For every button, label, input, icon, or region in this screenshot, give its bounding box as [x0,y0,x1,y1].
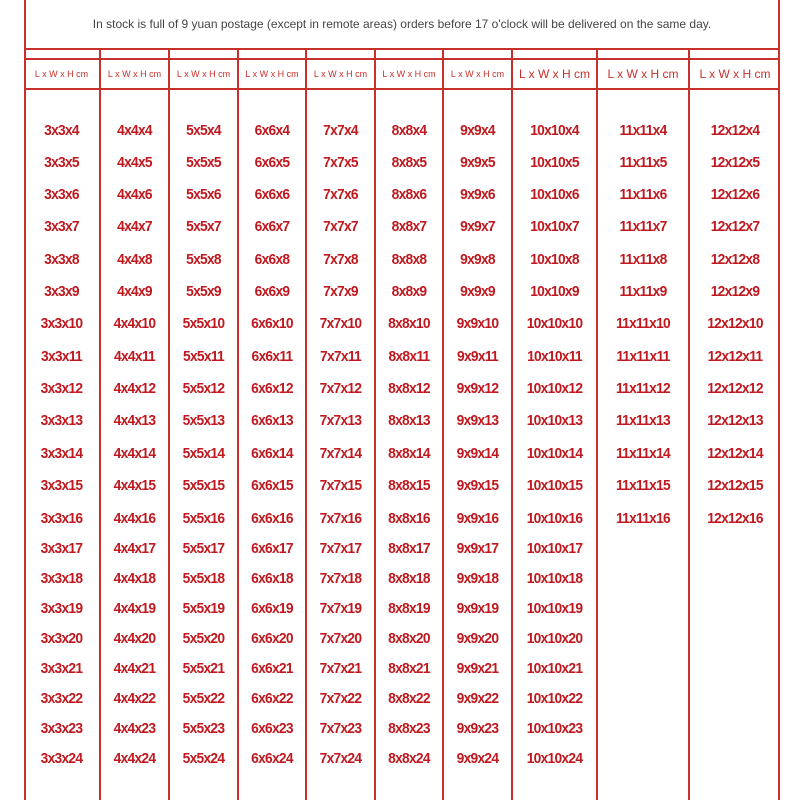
size-cell: 11x11x15 [616,476,670,494]
column-header: L x W x H cm [239,58,305,90]
size-cell: 8x8x12 [388,379,430,397]
size-cell: 6x6x11 [251,347,293,365]
size-cell: 3x3x12 [40,379,83,397]
size-column [170,50,239,800]
size-cell: 8x8x21 [388,659,430,677]
size-cell: 8x8x11 [388,347,430,365]
size-cell: 11x11x8 [619,250,667,268]
size-cell: 4x4x13 [113,411,156,429]
size-cell: 9x9x6 [460,185,495,203]
size-cell: 10x10x24 [526,749,583,767]
size-cell: 12x12x10 [707,314,763,332]
size-cell: 9x9x7 [460,217,495,235]
size-column [444,50,513,800]
size-cell: 6x6x23 [251,719,293,737]
column-header: L x W x H cm [307,58,374,90]
size-cell: 9x9x23 [456,719,499,737]
size-cell: 5x5x18 [182,569,225,587]
size-cell: 3x3x6 [44,185,79,203]
size-cell: 10x10x9 [530,282,579,300]
size-cell: 6x6x14 [251,444,293,462]
size-column [513,50,598,800]
size-cell: 3x3x23 [40,719,83,737]
size-cell: 5x5x16 [182,509,225,527]
size-cell: 3x3x18 [40,569,83,587]
size-cell: 4x4x21 [113,659,156,677]
size-cell: 6x6x4 [254,121,290,139]
size-column [598,50,690,800]
column-header: L x W x H cm [444,58,511,90]
size-cell: 11x11x9 [619,282,667,300]
size-cell: 10x10x5 [530,153,579,171]
size-cell: 8x8x13 [388,411,430,429]
size-column [24,50,101,800]
column-header: L x W x H cm [690,58,780,90]
size-cell: 6x6x13 [251,411,293,429]
size-cell: 7x7x19 [319,599,362,617]
size-cell: 10x10x21 [526,659,583,677]
size-cell: 7x7x20 [319,629,362,647]
size-cell: 5x5x11 [183,347,224,365]
size-cell: 6x6x21 [251,659,293,677]
size-cell: 10x10x14 [526,444,583,462]
size-cell: 7x7x9 [323,282,358,300]
size-cell: 12x12x9 [710,282,760,300]
size-cell: 6x6x6 [254,185,290,203]
size-cell: 5x5x8 [186,250,221,268]
size-cell: 3x3x22 [40,689,83,707]
size-cell: 9x9x11 [457,347,498,365]
column-header: L x W x H cm [101,58,168,90]
size-cell: 8x8x16 [388,509,430,527]
size-cell: 11x11x5 [619,153,667,171]
size-cell: 5x5x23 [182,719,225,737]
size-cell: 9x9x5 [460,153,495,171]
shipping-notice: In stock is full of 9 yuan postage (except in remote areas) orders before 17 o'clock will be delivered on the same day. [24,0,780,50]
size-cell: 6x6x12 [251,379,293,397]
size-cell: 12x12x5 [710,153,760,171]
size-column [376,50,444,800]
size-cell: 9x9x8 [460,250,495,268]
size-cell: 12x12x13 [707,411,763,429]
size-cell: 5x5x14 [182,444,225,462]
size-cell: 5x5x4 [186,121,221,139]
size-cell: 10x10x22 [526,689,583,707]
size-cell: 5x5x5 [186,153,221,171]
size-cell: 5x5x15 [182,476,225,494]
size-cell: 12x12x15 [707,476,763,494]
size-cell: 5x5x22 [182,689,225,707]
size-cell: 9x9x17 [456,539,499,557]
size-cell: 4x4x11 [114,347,155,365]
size-cell: 10x10x17 [526,539,583,557]
size-cell: 8x8x24 [388,749,430,767]
size-cell: 9x9x21 [456,659,499,677]
size-cell: 4x4x10 [113,314,156,332]
size-cell: 5x5x12 [182,379,225,397]
size-cell: 5x5x9 [186,282,221,300]
size-cell: 4x4x4 [117,121,152,139]
size-cell: 4x4x7 [117,217,152,235]
size-cell: 8x8x10 [388,314,430,332]
size-column [690,50,780,800]
size-cell: 8x8x17 [388,539,430,557]
column-header: L x W x H cm [376,58,442,90]
size-cell: 9x9x16 [456,509,499,527]
size-cell: 3x3x5 [44,153,79,171]
size-cell: 3x3x8 [44,250,79,268]
size-cell: 6x6x7 [254,217,290,235]
size-cell: 3x3x11 [41,347,82,365]
size-cell: 9x9x15 [456,476,499,494]
size-cell: 9x9x18 [456,569,499,587]
size-cell: 8x8x8 [391,250,427,268]
size-cell: 7x7x22 [319,689,362,707]
size-cell: 12x12x4 [710,121,760,139]
size-cell: 6x6x19 [251,599,293,617]
column-header: L x W x H cm [598,58,688,90]
size-cell: 7x7x16 [319,509,362,527]
size-cell: 3x3x10 [40,314,83,332]
size-column [307,50,376,800]
size-cell: 3x3x20 [40,629,83,647]
size-cell: 4x4x8 [117,250,152,268]
size-column [101,50,170,800]
size-cell: 9x9x12 [456,379,499,397]
size-cell: 5x5x19 [182,599,225,617]
size-cell: 9x9x14 [456,444,499,462]
size-cell: 12x12x12 [707,379,763,397]
size-cell: 5x5x6 [186,185,221,203]
size-cell: 11x11x16 [616,509,670,527]
size-cell: 7x7x24 [319,749,362,767]
size-cell: 10x10x18 [526,569,583,587]
size-cell: 10x10x15 [526,476,583,494]
size-cell: 10x10x20 [526,629,583,647]
size-cell: 3x3x9 [44,282,79,300]
size-cell: 4x4x19 [113,599,156,617]
size-cell: 4x4x5 [117,153,152,171]
size-cell: 7x7x6 [323,185,358,203]
size-cell: 8x8x22 [388,689,430,707]
size-cell: 10x10x16 [526,509,583,527]
column-header: L x W x H cm [170,58,237,90]
size-cell: 8x8x9 [391,282,427,300]
size-cell: 9x9x13 [456,411,499,429]
size-cell: 8x8x18 [388,569,430,587]
size-cell: 11x11x11 [616,347,670,365]
size-cell: 3x3x16 [40,509,83,527]
size-cell: 7x7x12 [319,379,362,397]
size-cell: 7x7x15 [319,476,362,494]
size-cell: 3x3x13 [40,411,83,429]
size-cell: 5x5x13 [182,411,225,429]
size-cell: 4x4x12 [113,379,156,397]
size-cell: 10x10x19 [526,599,583,617]
size-cell: 5x5x24 [182,749,225,767]
size-cell: 11x11x12 [616,379,670,397]
size-cell: 7x7x21 [319,659,362,677]
size-cell: 8x8x15 [388,476,430,494]
size-cell: 11x11x14 [616,444,670,462]
size-cell: 10x10x13 [526,411,583,429]
size-cell: 9x9x20 [456,629,499,647]
size-cell: 11x11x6 [619,185,667,203]
size-cell: 4x4x17 [113,539,156,557]
size-cell: 7x7x17 [319,539,362,557]
size-cell: 7x7x11 [320,347,361,365]
size-cell: 3x3x4 [44,121,79,139]
size-cell: 3x3x15 [40,476,83,494]
size-column [239,50,307,800]
size-cell: 7x7x23 [319,719,362,737]
size-cell: 9x9x19 [456,599,499,617]
size-cell: 4x4x14 [113,444,156,462]
size-cell: 10x10x7 [530,217,579,235]
size-cell: 5x5x10 [182,314,225,332]
size-cell: 6x6x24 [251,749,293,767]
size-cell: 10x10x12 [526,379,583,397]
size-cell: 9x9x24 [456,749,499,767]
size-cell: 7x7x7 [323,217,358,235]
size-cell: 12x12x11 [707,347,763,365]
size-cell: 7x7x10 [319,314,362,332]
size-cell: 6x6x8 [254,250,290,268]
size-cell: 4x4x23 [113,719,156,737]
size-cell: 7x7x5 [323,153,358,171]
size-cell: 6x6x5 [254,153,290,171]
size-cell: 6x6x22 [251,689,293,707]
size-cell: 12x12x14 [707,444,763,462]
size-cell: 4x4x16 [113,509,156,527]
size-cell: 5x5x17 [182,539,225,557]
size-cell: 4x4x22 [113,689,156,707]
size-cell: 10x10x11 [527,347,582,365]
size-cell: 3x3x7 [44,217,79,235]
size-cell: 6x6x16 [251,509,293,527]
size-cell: 9x9x9 [460,282,495,300]
size-cell: 12x12x6 [710,185,760,203]
size-cell: 9x9x4 [460,121,495,139]
size-cell: 8x8x5 [391,153,427,171]
size-cell: 6x6x20 [251,629,293,647]
size-cell: 8x8x6 [391,185,427,203]
size-cell: 4x4x18 [113,569,156,587]
size-cell: 11x11x13 [616,411,670,429]
size-cell: 9x9x10 [456,314,499,332]
size-cell: 8x8x19 [388,599,430,617]
size-cell: 7x7x18 [319,569,362,587]
size-cell: 10x10x8 [530,250,579,268]
column-header: L x W x H cm [513,58,596,90]
size-cell: 3x3x21 [40,659,83,677]
size-cell: 10x10x4 [530,121,579,139]
size-cell: 3x3x14 [40,444,83,462]
size-cell: 5x5x7 [186,217,221,235]
size-cell: 12x12x8 [710,250,760,268]
size-cell: 3x3x24 [40,749,83,767]
size-cell: 3x3x17 [40,539,83,557]
size-cell: 10x10x10 [526,314,583,332]
size-cell: 4x4x20 [113,629,156,647]
size-cell: 11x11x7 [619,217,667,235]
size-cell: 8x8x20 [388,629,430,647]
size-cell: 7x7x8 [323,250,358,268]
size-cell: 4x4x15 [113,476,156,494]
size-cell: 4x4x24 [113,749,156,767]
size-cell: 4x4x6 [117,185,152,203]
size-cell: 8x8x7 [391,217,427,235]
size-cell: 3x3x19 [40,599,83,617]
size-cell: 7x7x4 [323,121,358,139]
size-cell: 6x6x15 [251,476,293,494]
size-cell: 10x10x23 [526,719,583,737]
size-cell: 7x7x13 [319,411,362,429]
size-cell: 7x7x14 [319,444,362,462]
size-cell: 12x12x7 [710,217,760,235]
size-cell: 6x6x10 [251,314,293,332]
size-cell: 8x8x23 [388,719,430,737]
size-cell: 10x10x6 [530,185,579,203]
size-cell: 6x6x17 [251,539,293,557]
size-cell: 8x8x14 [388,444,430,462]
size-cell: 11x11x10 [616,314,670,332]
size-cell: 8x8x4 [391,121,427,139]
size-cell: 5x5x21 [182,659,225,677]
size-cell: 11x11x4 [619,121,667,139]
size-cell: 4x4x9 [117,282,152,300]
column-header: L x W x H cm [24,58,99,90]
size-cell: 9x9x22 [456,689,499,707]
size-cell: 5x5x20 [182,629,225,647]
size-cell: 6x6x9 [254,282,290,300]
size-cell: 12x12x16 [707,509,763,527]
size-cell: 6x6x18 [251,569,293,587]
